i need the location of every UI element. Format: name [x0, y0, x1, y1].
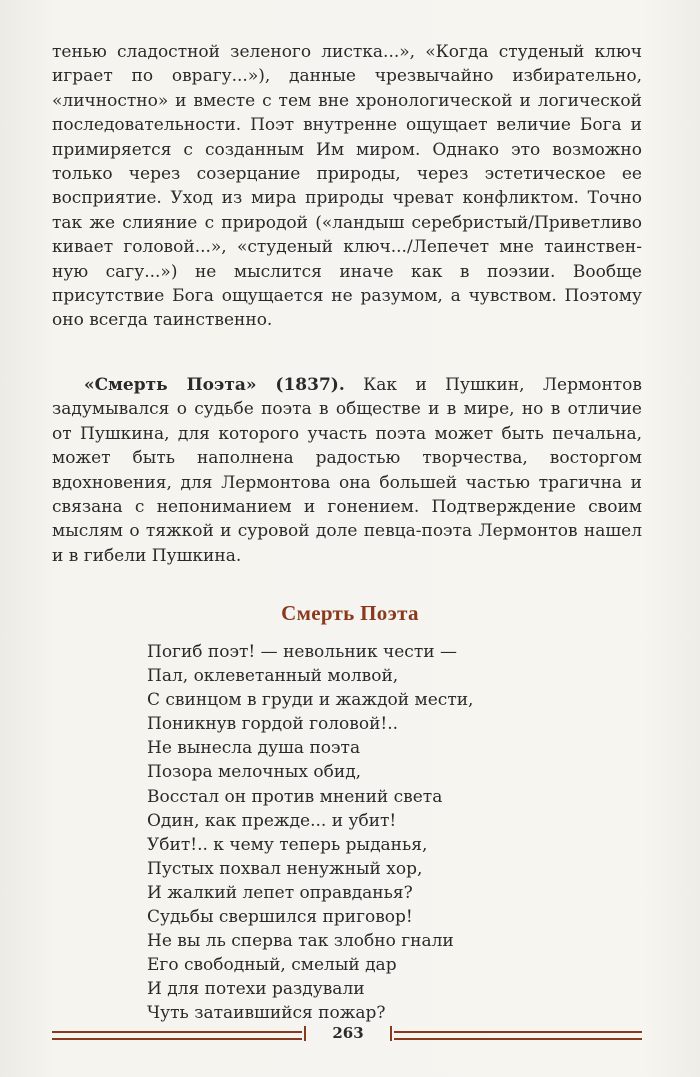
- poem-line: Позора мелочных обид,: [147, 762, 362, 783]
- poem-line: Не вы ль сперва так злобно гнали: [147, 931, 454, 952]
- poem-stanza: [147, 640, 473, 1026]
- poem-line: Поникнув гордой головой!..: [147, 714, 399, 735]
- poem-line: Убит!.. к чему теперь рыданья,: [147, 834, 428, 855]
- poem-line: Не вынесла душа поэта: [147, 738, 361, 759]
- poem-line: Пустых похвал ненужный хор,: [147, 858, 423, 879]
- poem-line: Погиб поэт! — невольник чести —: [147, 642, 457, 662]
- section-lead: «Смерть Поэта» (1837).: [84, 375, 345, 395]
- poem-title: Смерть Поэта: [281, 601, 419, 625]
- poem-line: С свинцом в груди и жаждой мести,: [147, 690, 474, 711]
- footer-rule-right: [394, 1031, 642, 1040]
- poem-line: И жалкий лепет оправданья?: [147, 882, 413, 903]
- poem-line: И для потехи раздували: [147, 979, 365, 1000]
- poem-line: Пал, оклеветанный молвой,: [147, 666, 399, 687]
- page-number: 263: [332, 1024, 364, 1042]
- poem-line: Один, как прежде... и убит!: [147, 810, 397, 831]
- poem-line: Судьбы свершился приговор!: [147, 907, 413, 928]
- footer-bracket-right: [390, 1026, 392, 1041]
- footer-rule-left: [52, 1031, 302, 1040]
- poem-line: Его свободный, смелый дар: [147, 955, 397, 976]
- section-paragraph: [52, 373, 642, 568]
- page-footer: [52, 1022, 642, 1048]
- poem-line: Восстал он против мнений света: [147, 786, 443, 807]
- section-text: Как и Пушкин, Лермонтов задумывался о судьбе поэта в обществе и в мире, но в отличие от Пушкина, для которого участь поэта может быть печальна, может быть наполнена радостью творчества, восторгом вдохновения, для Лермонтова она большей частью трагична и связана с непониманием и гонением. Подтверждение своим мыслям о тяжкой и суровой доле певца-поэта Лермонтов нашел и в гибели Пушкина.: [52, 375, 642, 566]
- body-paragraph: тенью сладостной зеленого листка...», «Когда студеный ключ играет по оврагу...»), данные чрезвычайно избирательно, «личностно» и вместе с тем вне хронологической и логической последовательности. Поэт внутренне ощущает величие Бога и примиряется с созданным Им миром. Однако это возможно только через созерцание природы, через эстетическое ее восприятие. Уход из мира природы чреват конфликтом. Точно так же слияние с природой («ландыш серебристый/Приветливо кивает головой...», «студеный ключ.../Лепечет мне таинственную сагу...») не мыслится иначе как в поэзии. Вообще присутствие Бога ощущается не разумом, а чувством. Поэтому оно всегда таинственно.: [52, 42, 642, 331]
- poem-line: Чуть затаившийся пожар?: [147, 1003, 386, 1024]
